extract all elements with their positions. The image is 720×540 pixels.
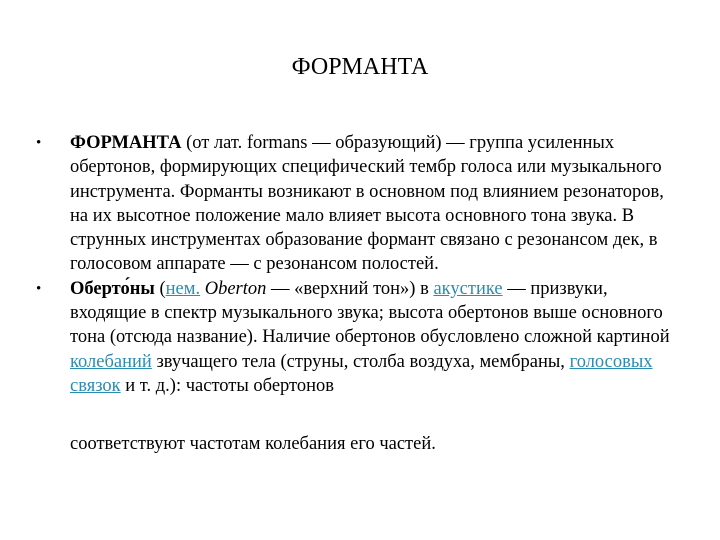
term-overtones: Оберто́ны: [70, 278, 155, 299]
link-german[interactable]: нем.: [165, 278, 201, 299]
link-vocal-cords[interactable]: голосовых связок: [70, 351, 653, 396]
text-segment: — призвуки, входящие в спектр музыкального звука; высота обертонов выше основного тона (отсюда название). Наличие обертонов обусловлено сложной картиной: [70, 278, 670, 348]
bullet-list: [36, 131, 686, 398]
link-oscillations[interactable]: колебаний: [70, 351, 152, 372]
bullet-item-overtones: [36, 277, 686, 398]
text-segment: и т. д.): частоты обертонов: [120, 375, 335, 396]
term-formanta: ФОРМАНТА: [70, 133, 182, 153]
word-oberton: Oberton: [204, 278, 267, 299]
slide-title: ФОРМАНТА: [291, 54, 429, 80]
definition-formanta: (от лат. formans — образующий) — группа усиленных обертонов, формирующих специфический тембр голоса или музыкального инструмента. Форманты возникают в основном под влиянием резонаторов, на их высотное положение мало влияет высота основного тона звука. В струнных инструментах образование формант связано с резонансом дек, в голосовом аппарате — с резонансом полостей.: [70, 133, 664, 275]
bullet-marker: •: [36, 135, 42, 151]
text-segment: (: [154, 278, 166, 299]
bullet-item-formanta: [36, 131, 686, 277]
bullet-marker: •: [36, 280, 42, 297]
continuation-line: соответствуют частотам колебания его частей.: [70, 434, 436, 454]
text-segment: звучащего тела (струны, столба воздуха, мембраны,: [151, 351, 570, 372]
link-acoustics[interactable]: акустике: [433, 278, 503, 299]
text-segment: — «верхний тон») в: [266, 278, 434, 299]
